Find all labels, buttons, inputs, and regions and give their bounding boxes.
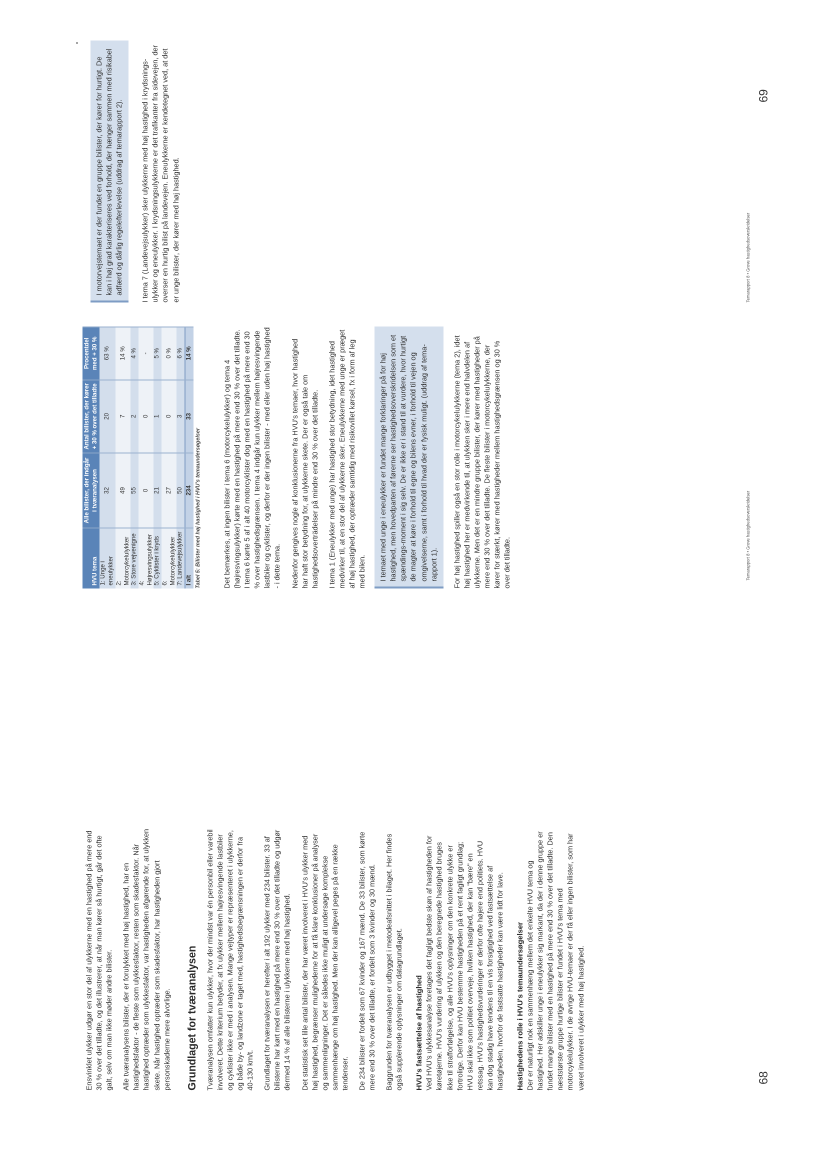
highlight-box [91,41,129,303]
right-page-column-1 [83,327,520,589]
subheading: Hastighedens rolle i HVU's temaundersøgelser [515,922,525,1091]
table-header-cell: Antal bilister, der kører + 30 % over det tilladte [83,380,100,454]
table-cell: 7 [115,380,130,454]
table-total-row [185,327,193,589]
paragraph: Baggrunden for tværanalysen er udbygget i metodeafsnittet i bilaget. Her findes også supplerende oplysninger om datagrundlaget. [384,833,404,1091]
right-page-column-2 [83,41,189,303]
table-cell: 3: Store vejvenigne [131,528,139,589]
table-cell: 3 [177,380,185,454]
table-cell: 234 [185,453,193,528]
table-cell: 20 [100,380,115,454]
table-row [177,327,185,589]
table-row [138,327,153,589]
table-cell: 6: Motorcykelulykker [162,528,177,589]
section-heading: Grundlaget for tværanalysen [186,945,199,1091]
paragraph: De 234 bilister er fordelt som 67 kvinder og 167 mænd. De 33 bilister, som kørte mere end 30 % over det tilladte, er fordelt som 3 kvinder og 30 mænd. [357,831,377,1091]
table-cell: 32 [100,453,115,528]
table-cell: 0 [162,380,177,454]
paragraph: Det bemærkes, at ingen bilister i tema 6 (motorcykelulykker) og tema 4 (højresvingsulykker) kørte med en hastighed på mere end 30 % over det tilladte. I tema 6 kørte 5 af i alt 40 motorcyklister dog med en hastighed på mere end 30 % over hastighedsgrænsen. I tema 4 indgår kun ulykker mellem højresvingende lastbiler og cyklister, og derfor er der ingen bilister - med eller uden høj hastighed - i dette tema. [222,327,282,589]
paragraph: For høj hastighed spiller også en stor rolle i motorcykelulykkerne (tema 2), idet høj hastighed her er medvirkende til, at ulykken sker i mere end halvdelen af ulykkerne. Men det er en mindre gruppe bilister, der kører med hastigheder på mere end 30 % over det tilladte. De fleste bilister i motorcykelulykkerne, der kører for stærkt, kører med hastigheder mellem hastighedsgrænsen og 30 % over det tilladte. [452,335,512,589]
rotated-spread [0,1,827,1171]
table-cell: 0 % [162,327,177,380]
footer-left: Temarapport 8 • Grove hastighedsoverskridelser [745,490,751,581]
table-cell: 7: Landevejsulykker [177,528,185,589]
table-row [154,327,162,589]
table-cell: 4: Højresvingsulykker [138,528,153,589]
table-header-row [83,327,100,589]
table-header-cell: Procentdel med + 30 % [83,327,100,380]
table-cell: 49 [115,453,130,528]
paragraph: Grundlaget for tværanalysen er herefter i alt 192 ulykker med 234 bilister. 33 af bilisterne har kørt med en hastighed på mere end 30 % over det tilladte og udgør dermed 14 % af alle bilisterne i ulykkerne med høj hastighed. [262,829,292,1091]
table-cell: 5 % [154,327,162,380]
page-number-right: 69 [756,89,771,103]
subheading: HVU's fastsættelse af hastighed [414,975,424,1091]
paragraph: Tværanalysen omfatter kun ulykker, hvor der mindst var én personbil eller varebil involveret. Dette kriterium betyder, at fx ulykker mellem højresvingende lastbiler og cyklister ikke er med i analysen. Mange vejtyper er repræsenteret i ulykkerne, og både by- og landzone er taget med, hastighedsbegrænsningen er derfor fra 40-130 km/t. [205,829,255,1091]
highlight-box [375,327,444,589]
table-row [162,327,177,589]
table-caption: Tabel 5: Bilister med høj hastighed i HVU's temaundersøgelser [195,428,202,589]
paragraph: Det statistisk set lille antal bilister, der har været involveret i HVU's ulykker med høj hastighed, begrænser mulighederne for at få klare konklusioner på analyser og sammenligninger. Det er således ikke muligt at undersøge komplekse sammenhænge om høj hastighed. Men der kan alligevel peges på en række tendenser. [300,833,350,1091]
table-cell: 33 [185,380,193,454]
paragraph: I tema 1 (Eneulykker med unge) har hastighed stor betydning, idet hastighed medvirker til, at en stor del af ulykkerne sker. Eneulykkerne med unge er præget af høj hastighed, der optræder samtidig med risikovillet kørsel, fx i form af leg med bilen. [327,329,367,589]
table-row [115,327,130,589]
paragraph: Alle tværanalysens bilister, der er forulykket med høj hastighed, har en hastighedsfaktor - de fleste som ulykkesfaktor, resten som skadesfaktor. Når hastighed optræder som ulykkesfaktor, var hastigheden afgørende for, at ulykken skete. Når hastighed optræder som skadesfaktor, har hastigheden gjort personskaderne mere alvorlige. [121,828,172,1091]
table-cell: I alt [185,528,193,589]
paragraph: Nedenfor gengives nogle af konklusionerne fra HVU's temaer, hvor hastighed har haft stor betydning for, at ulykkerne skete. Der er også tale om hastighedsoverträdelser på mindre end 30 % over det tilladte. [290,338,320,589]
box-text: I temaet med unge i eneulykker er fundet mange forklaringer på for høj hastighed, men hovedparten af førerne ser hastighedsoverskridelsen som et spændings-moment i sig selv. De er ikke er i stand til at vurdere, hvor hurtigt de magter at køre i forhold til egne og bilens evner, i forhold til vejen og omgivelserne, samt i forhold til hvad der er fysisk muligt. (uddrag af tema-rapport 1). [378,334,439,582]
page-number-left: 68 [756,1071,771,1085]
table-cell: 63 % [100,327,115,380]
table-row [131,327,139,589]
table-cell: 1 [154,380,162,454]
table-cell: 55 [131,453,139,528]
table-cell: 2 [131,380,139,454]
paragraph: I tema 7 (Landevejsulykker) sker ulykkerne med høj hastighed i krydsnings-ulykker og eneulykker. I krydsningsulykkerne er det trafikanter fra sidevejen, der overser en hurtig bilist på landevejen. Eneulykkerne er kendetegnet ved, at det er unge bilister, der kører med høj hastighed. [140,44,181,303]
table-cell: 4 % [131,327,139,380]
table-cell: 0 [138,380,153,454]
hvu-table [83,327,194,589]
table-header-cell: Alle bilister, der indgår i tværanalysen [83,453,100,528]
paragraph: Der er naturligt nok en sammenhæng mellem det enkelte HVU tema og hastighed. Her adskiller unge i eneulykker sig markant, da der i denne gruppe er fundet mange bilister med en hastighed på mere end 30 % over det tilladte. Den næststørste gruppe hurtige bilister er fundet i HVU's tema med motorcykelulykker. I de øvrige HVU-temaer er der få eller ingen bilister, som har været involveret i ulykker med høj hastighed. [525,831,586,1091]
table-cell: 2: Motorcykelulykker [115,528,130,589]
table-cell: 6 % [177,327,185,380]
box-text: I motorvejstemaet er der fundet en gruppe bilister, der kører for hurtigt. De kan i høj grad karakteriseres ved forhold, der hænger sammen med risikabel adfærd og dårlig regelefterlevelse (uddrag af temarapport 2). [94,48,124,296]
footer-right: Temarapport 8 • Grove hastighedsoverskridelser [745,212,751,303]
table-header-cell: HVU tema [83,528,100,589]
table-cell: 1: Unge i eneulykker [100,528,115,589]
table-cell: 27 [162,453,177,528]
table-row [100,327,115,589]
table-cell: 0 [138,453,153,528]
table-cell: 50 [177,453,185,528]
paragraph: Ensvinklet ulykker udgør en stor del af ulykkerne med en hastighed på mere end 30 % over det tilladte, og det illustrerer, at når man kører så hurtigt, går det ofte galt, selv om man ikke møder andre bilister. [84,830,114,1091]
table-cell: 14 % [185,327,193,380]
paragraph: Ved HVU's ulykkesanalyse foretages det fagligt bedste skøn af hastigheden for køretøjerne. HVU's vurdering af ulykken og den beregnede hastighed bruges ikke til strafforfølgelse, og alle HVU's oplysninger om den konkrete ulykke er fortrolige. Derfor kan HVU bestemme hastigheden på et rent fagligt grundlag; HVU skal ikke som politiet overveje, hvilken hastighed, der kan "bære" en retssag. HVU's hastighedsvurderinger er derfor ofte højere end politiets. HVU kan dog stadig have tendens til en vis forsigtighed ved fastsættelse af hastigheden, hvorfor de fastsatte hastigheder kan være lidt for lave. [424,835,505,1091]
table-cell: - [138,327,153,380]
table-cell: 21 [154,453,162,528]
table-cell: 14 % [115,327,130,380]
left-page-column [85,829,594,1091]
table-cell: 5: Cyklister i kryds [154,528,162,589]
